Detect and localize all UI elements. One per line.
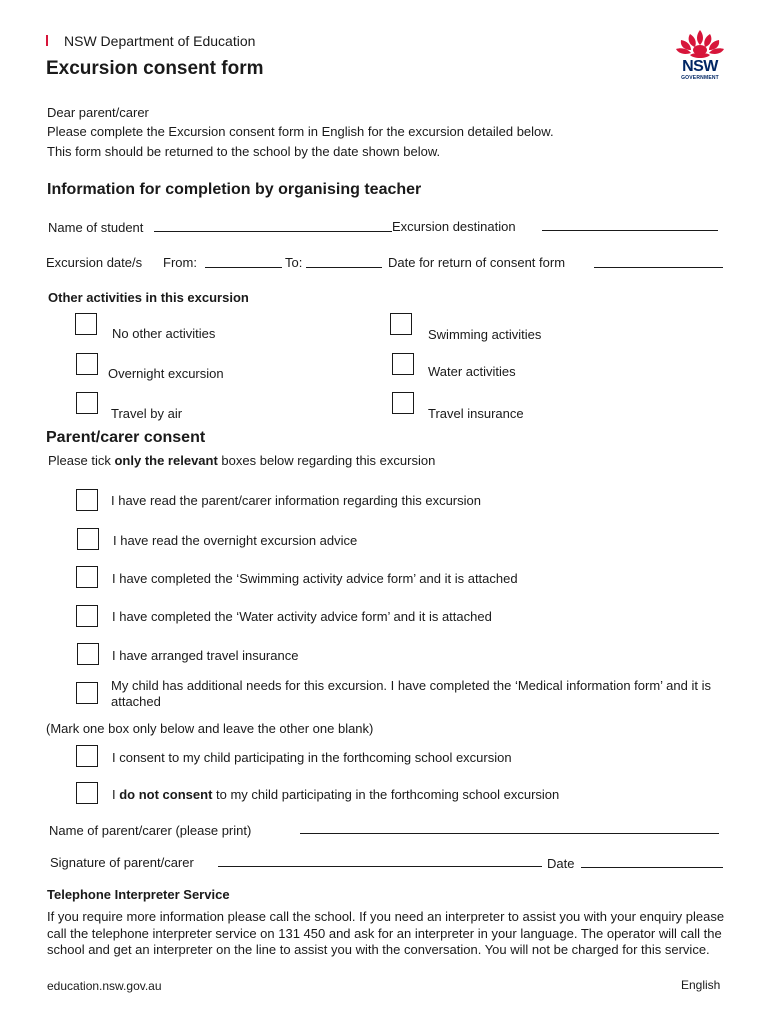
excursion-dates-label: Excursion date/s: [46, 255, 143, 270]
student-name-field[interactable]: [154, 231, 392, 232]
label-swimming-form-attached: I have completed the ‘Swimming activity advice form’ and it is attached: [112, 571, 518, 586]
student-name-label: Name of student: [48, 220, 144, 235]
label-swimming-activities: Swimming activities: [428, 327, 542, 342]
from-date-field[interactable]: [205, 267, 282, 268]
interpreter-text: If you require more information please call the school. If you need an interpreter to assist you with your enquiry please call the telephone interpreter service on 131 450 and ask for an interpreter in your language. The operator will call the school and get an interpreter on the line to assist you with the conversation. You will not be charged for this service.: [47, 909, 725, 957]
checkbox-travel-insurance[interactable]: [392, 392, 414, 414]
return-date-label: Date for return of consent form: [388, 255, 566, 270]
return-date-field[interactable]: [594, 267, 723, 268]
intro-greeting: Dear parent/carer: [47, 105, 149, 120]
checkbox-swimming-form-attached[interactable]: [76, 566, 98, 588]
label-water-activities: Water activities: [428, 364, 516, 379]
nsw-government-logo: [672, 28, 728, 86]
consent-instruction: Please tick only the relevant boxes below regarding this excursion: [48, 453, 436, 468]
label-no-other-activities: No other activities: [112, 326, 216, 341]
department-name: NSW Department of Education: [64, 33, 256, 49]
waratah-flower-icon: [672, 28, 728, 60]
label-consent-yes: I consent to my child participating in the forthcoming school excursion: [112, 750, 512, 765]
checkbox-water-activities[interactable]: [392, 353, 414, 375]
accent-bar: [46, 35, 48, 46]
teacher-section-heading: Information for completion by organising teacher: [47, 181, 422, 198]
label-read-parent-info: I have read the parent/carer information regarding this excursion: [111, 493, 481, 508]
label-travel-insurance: Travel insurance: [428, 406, 524, 421]
from-label: From:: [163, 255, 197, 270]
label-overnight-excursion: Overnight excursion: [108, 366, 224, 381]
to-date-field[interactable]: [306, 267, 382, 268]
signature-date-field[interactable]: [581, 867, 723, 868]
label-read-overnight-advice: I have read the overnight excursion advice: [113, 533, 358, 548]
checkbox-medical-form-attached[interactable]: [76, 682, 98, 704]
checkbox-travel-by-air[interactable]: [76, 392, 98, 414]
label-consent-no: I do not consent to my child participating in the forthcoming school excursion: [112, 787, 560, 802]
intro-instruction: Please complete the Excursion consent form in English for the excursion detailed below.: [47, 124, 554, 139]
checkbox-read-overnight-advice[interactable]: [77, 528, 99, 550]
checkbox-no-other-activities[interactable]: [75, 313, 97, 335]
checkbox-consent-yes[interactable]: [76, 745, 98, 767]
signature-label: Signature of parent/carer: [50, 855, 194, 870]
checkbox-swimming-activities[interactable]: [390, 313, 412, 335]
to-label: To:: [285, 255, 303, 270]
signature-field[interactable]: [218, 866, 542, 867]
interpreter-heading: Telephone Interpreter Service: [47, 887, 230, 902]
date-label: Date: [547, 856, 575, 871]
page-title: Excursion consent form: [46, 58, 264, 79]
label-medical-form-attached: My child has additional needs for this excursion. I have completed the ‘Medical information form’ and it is attached: [111, 678, 711, 709]
checkbox-read-parent-info[interactable]: [76, 489, 98, 511]
footer-website: education.nsw.gov.au: [47, 979, 162, 993]
excursion-destination-label: Excursion destination: [392, 219, 516, 234]
label-water-form-attached: I have completed the ‘Water activity advice form’ and it is attached: [112, 609, 492, 624]
label-travel-by-air: Travel by air: [111, 406, 183, 421]
checkbox-overnight-excursion[interactable]: [76, 353, 98, 375]
logo-subtext: GOVERNMENT: [681, 75, 719, 81]
excursion-destination-field[interactable]: [542, 230, 718, 231]
footer-language: English: [681, 978, 721, 992]
logo-wordmark: NSW: [682, 58, 718, 75]
label-travel-insurance-arranged: I have arranged travel insurance: [112, 648, 299, 663]
checkbox-water-form-attached[interactable]: [76, 605, 98, 627]
parent-name-field[interactable]: [300, 833, 719, 834]
intro-return-note: This form should be returned to the school by the date shown below.: [47, 144, 441, 159]
other-activities-heading: Other activities in this excursion: [48, 290, 249, 305]
mark-one-note: (Mark one box only below and leave the other one blank): [46, 721, 374, 736]
parent-name-label: Name of parent/carer (please print): [49, 823, 252, 838]
checkbox-consent-no[interactable]: [76, 782, 98, 804]
parent-consent-heading: Parent/carer consent: [46, 429, 206, 446]
checkbox-travel-insurance-arranged[interactable]: [77, 643, 99, 665]
